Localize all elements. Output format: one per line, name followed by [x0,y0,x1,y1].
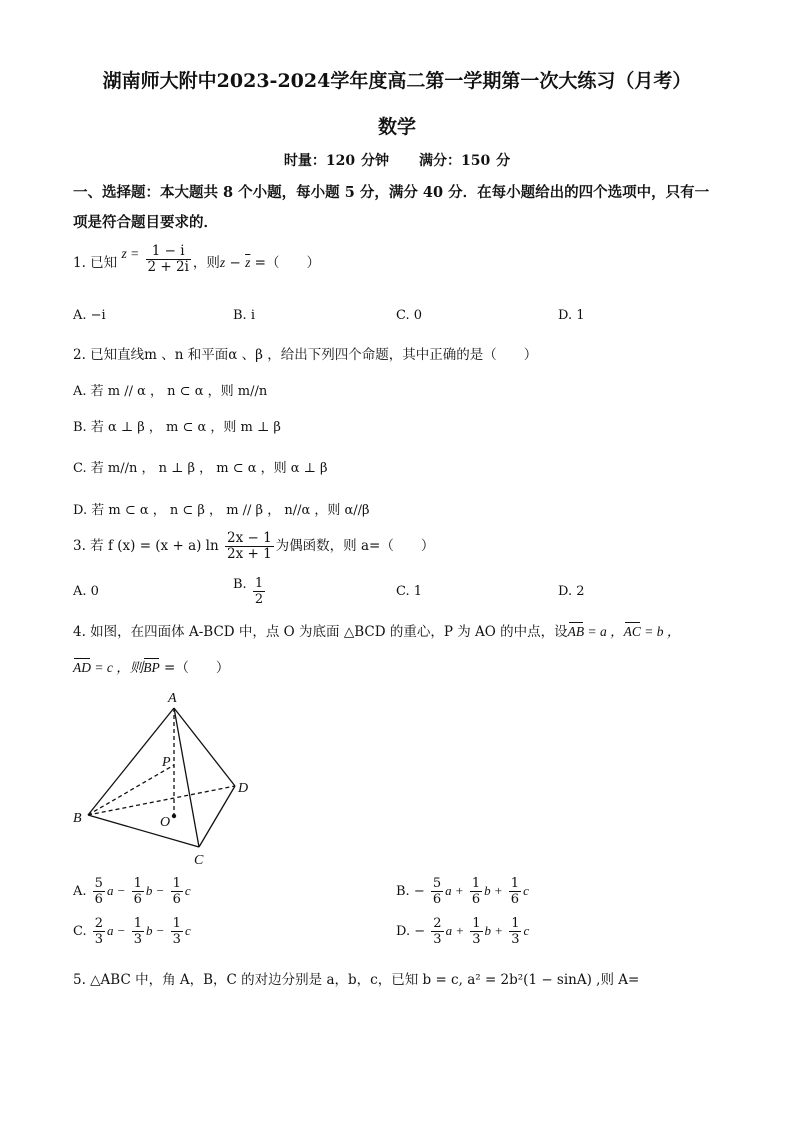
q2-option-a[interactable]: A. 若 m // α ， n ⊂ α ，则 m//n [73,384,268,399]
q2-option-d[interactable]: D. 若 m ⊂ α ， n ⊂ β ， m // β ， n//α ，则 α//β [73,503,370,518]
q2-option-c[interactable]: C. 若 m//n ， n ⊥ β ， m ⊂ α ，则 α ⊥ β [73,461,328,476]
edge-bc [88,815,199,847]
label-b: B [73,811,82,826]
q2-option-b[interactable]: B. 若 α ⊥ β ， m ⊂ α ，则 m ⊥ β [73,420,281,435]
exam-meta [0,150,794,170]
edge-ad [174,708,235,786]
q3-option-d[interactable]: D. 2 [558,584,585,599]
q1-option-b[interactable]: B. i [233,308,255,323]
question-3 [73,531,434,562]
q4-option-b[interactable]: B. − $\frac{5}{6}$ a + $\frac{1}{6}$ b + $\frac{1}{6}$ c [396,876,529,907]
q1-option-c[interactable]: C. 0 [396,308,423,323]
label-d: D [238,781,249,796]
q1-z-eq: z = [121,246,140,261]
exam-title: 湖南师大附中2023-2024学年度高二第一学期第一次大练习（月考） [102,70,692,92]
label-c: C [194,853,204,868]
q3-option-b-fraction: $\frac{1}{2}$ [254,576,264,607]
q3-suffix: 为偶函数，则 a=（ ） [275,538,435,554]
edge-bd [88,786,235,815]
q1-prefix: 1. 已知 [73,255,118,271]
q1-option-a[interactable]: A. −i [73,308,106,323]
q3-option-b[interactable]: B. $\frac{1}{2}$ [233,576,264,607]
point-o [172,814,176,818]
segment-bp [88,765,174,815]
score-label: 满分：150 分 [419,153,511,169]
question-4-line2: AD = c ，则BP =（ ） [73,660,230,676]
question-1: 1. 已知 z = $\frac{1 - i}{2 + 2i}$ ，则$z - \overline{z}$ =（ ） [73,243,320,275]
edge-ac [174,708,199,847]
exam-subject: 数学 [377,116,416,138]
edge-cd [199,786,235,847]
q4-option-d[interactable]: D. − $\frac{2}{3}$ a + $\frac{1}{3}$ b + $\frac{1}{3}$ c [396,916,530,947]
q1-option-d[interactable]: D. 1 [558,308,585,323]
label-a: A [168,691,177,706]
section-heading: 一、选择题：本大题共 8 个小题，每小题 5 分，满分 40 分．在每小题给出的四个选项中，只有一项是符合题目要求的． [73,184,710,231]
time-label: 时量：120 分钟 [283,153,389,169]
q3-option-a[interactable]: A. 0 [73,584,99,599]
q4-option-a[interactable]: A. $\frac{5}{6}$ a − $\frac{1}{6}$ b − $\frac{1}{6}$ c [73,876,191,907]
question-5: 5. △ABC 中，角 A，B，C 的对边分别是 a，b，c，已知 b = c, a² = 2b²(1 − sinA) ,则 A= [73,972,640,988]
label-o: O [160,815,171,830]
question-2: 2. 已知直线m 、n 和平面α 、β ，给出下列四个命题，其中正确的是（ ） [73,347,538,363]
q3-prefix: 3. 若 f (x) = (x + a) ln [73,538,219,554]
q3-fraction: $\frac{2x - 1}{2x + 1}$ [226,530,272,562]
q4-option-c[interactable]: C. $\frac{2}{3}$ a − $\frac{1}{3}$ b − $\frac{1}{3}$ c [73,916,191,947]
q3-option-c[interactable]: C. 1 [396,584,423,599]
q4-stem: 4. 如图，在四面体 A-BCD 中，点 O 为底面 △BCD 的重心，P 为 AO 的中点，设 [73,624,568,640]
q1-fraction: $\frac{1 - i}{2 + 2i}$ [147,243,189,275]
label-p: P [162,755,171,770]
question-4: 4. 如图，在四面体 A-BCD 中，点 O 为底面 △BCD 的重心，P 为 AO 的中点，设AB = a ，AC = b ， [73,624,681,640]
tetrahedron-figure [68,686,268,868]
